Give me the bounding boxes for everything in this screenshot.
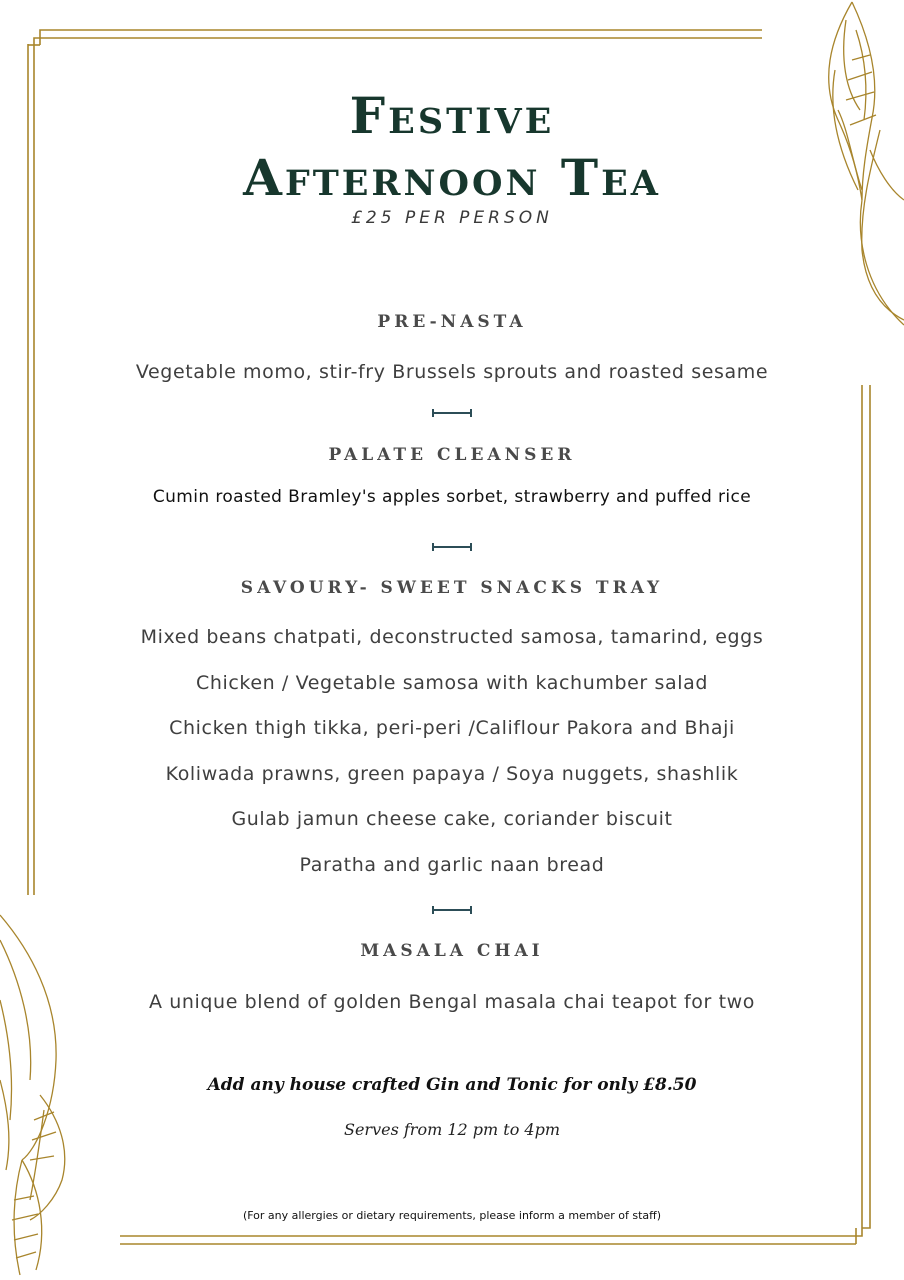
- section-divider: [432, 546, 472, 548]
- allergy-note: (For any allergies or dietary requirements, please inform a member of staff): [242, 1209, 662, 1222]
- menu-item: Paratha and garlic naan bread: [299, 854, 605, 876]
- menu-item: Chicken / Vegetable samosa with kachumber salad: [196, 672, 708, 694]
- menu-title-line1: Festive: [349, 86, 555, 145]
- section-heading-pre-nasta: PRE-NASTA: [377, 312, 527, 332]
- menu-item: Cumin roasted Bramley's apples sorbet, strawberry and puffed rice: [152, 487, 752, 507]
- section-heading-snacks-tray: SAVOURY- SWEET SNACKS TRAY: [240, 578, 664, 598]
- menu-item: Mixed beans chatpati, deconstructed samosa, tamarind, eggs: [140, 626, 764, 648]
- section-heading-masala-chai: MASALA CHAI: [360, 941, 544, 961]
- gin-tonic-offer: Add any house crafted Gin and Tonic for only £8.50: [207, 1075, 697, 1095]
- menu-item: Gulab jamun cheese cake, coriander biscuit: [231, 808, 673, 830]
- menu-item: Koliwada prawns, green papaya / Soya nuggets, shashlik: [165, 763, 739, 785]
- section-heading-palate-cleanser: PALATE CLEANSER: [328, 445, 576, 465]
- section-divider: [432, 412, 472, 414]
- menu-title-line2: Afternoon Tea: [243, 148, 661, 207]
- price-per-person: £25 PER PERSON: [351, 208, 553, 228]
- menu-item: A unique blend of golden Bengal masala chai teapot for two: [149, 991, 755, 1013]
- section-divider: [432, 909, 472, 911]
- menu-item: Vegetable momo, stir-fry Brussels sprouts and roasted sesame: [135, 361, 769, 383]
- menu-item: Chicken thigh tikka, peri-peri /Califlour Pakora and Bhaji: [169, 717, 735, 739]
- serving-times: Serves from 12 pm to 4pm: [343, 1120, 561, 1139]
